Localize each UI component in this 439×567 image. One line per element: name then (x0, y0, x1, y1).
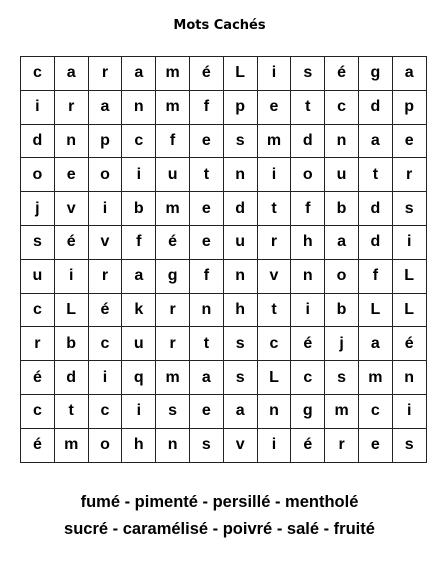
grid-cell: é (21, 361, 55, 395)
grid-cell: f (122, 225, 156, 259)
grid-cell: s (156, 394, 190, 428)
grid-row (21, 361, 427, 395)
grid-row (21, 428, 427, 462)
grid-cell: c (21, 57, 55, 91)
grid-cell: n (223, 158, 257, 192)
grid-cell: s (21, 225, 55, 259)
grid-cell: L (257, 361, 291, 395)
grid-cell: c (325, 90, 359, 124)
grid-cell: L (54, 293, 88, 327)
grid-cell: i (54, 259, 88, 293)
grid-cell: é (189, 57, 223, 91)
grid-cell: m (358, 361, 392, 395)
grid-cell: n (392, 361, 426, 395)
grid-cell: a (358, 124, 392, 158)
grid-cell: i (21, 90, 55, 124)
grid-cell: d (223, 192, 257, 226)
grid-cell: e (189, 192, 223, 226)
grid-cell: d (21, 124, 55, 158)
grid-row (21, 225, 427, 259)
grid-cell: a (189, 361, 223, 395)
grid-cell: r (88, 259, 122, 293)
grid-cell: f (156, 124, 190, 158)
grid-cell: m (257, 124, 291, 158)
grid-cell: u (156, 158, 190, 192)
grid-cell: u (325, 158, 359, 192)
grid-cell: s (189, 428, 223, 462)
grid-cell: f (189, 90, 223, 124)
grid-cell: j (325, 327, 359, 361)
grid-cell: b (122, 192, 156, 226)
grid-cell: t (358, 158, 392, 192)
grid-cell: m (156, 361, 190, 395)
grid-cell: e (189, 124, 223, 158)
grid-cell: m (156, 90, 190, 124)
grid-cell: f (291, 192, 325, 226)
grid-cell: i (291, 293, 325, 327)
grid-cell: c (88, 394, 122, 428)
grid-row (21, 259, 427, 293)
grid-cell: u (223, 225, 257, 259)
grid-cell: q (122, 361, 156, 395)
grid-cell: e (392, 124, 426, 158)
grid-cell: i (257, 57, 291, 91)
grid-cell: n (122, 90, 156, 124)
grid-cell: s (291, 57, 325, 91)
grid-cell: d (54, 361, 88, 395)
grid-cell: n (156, 428, 190, 462)
grid-cell: c (88, 327, 122, 361)
grid-cell: p (392, 90, 426, 124)
grid-cell: i (88, 361, 122, 395)
grid-cell: é (21, 428, 55, 462)
grid-row (21, 327, 427, 361)
grid-cell: o (291, 158, 325, 192)
grid-cell: a (88, 90, 122, 124)
grid-cell: n (189, 293, 223, 327)
grid-row (21, 192, 427, 226)
grid-cell: é (54, 225, 88, 259)
grid-row (21, 124, 427, 158)
grid-cell: i (257, 158, 291, 192)
grid-cell: i (122, 394, 156, 428)
grid-cell: o (325, 259, 359, 293)
grid-cell: i (392, 394, 426, 428)
grid-cell: e (257, 90, 291, 124)
grid-cell: c (358, 394, 392, 428)
grid-cell: c (291, 361, 325, 395)
grid-cell: g (358, 57, 392, 91)
grid-cell: i (257, 428, 291, 462)
grid-cell: L (358, 293, 392, 327)
grid-cell: d (291, 124, 325, 158)
grid-cell: a (223, 394, 257, 428)
grid-cell: n (54, 124, 88, 158)
grid-row (21, 90, 427, 124)
grid-cell: s (325, 361, 359, 395)
grid-cell: h (122, 428, 156, 462)
grid-cell: i (88, 192, 122, 226)
grid-cell: e (189, 225, 223, 259)
grid-cell: r (392, 158, 426, 192)
grid-cell: r (88, 57, 122, 91)
grid-cell: k (122, 293, 156, 327)
grid-cell: a (122, 259, 156, 293)
grid-cell: e (189, 394, 223, 428)
grid-cell: a (325, 225, 359, 259)
word-search-grid (20, 56, 427, 463)
grid-cell: é (88, 293, 122, 327)
grid-row (21, 394, 427, 428)
word-list-line-2: sucré - caramélisé - poivré - salé - fruité (64, 520, 375, 538)
grid-cell: c (21, 293, 55, 327)
grid-cell: v (54, 192, 88, 226)
grid-cell: v (257, 259, 291, 293)
grid-cell: b (325, 293, 359, 327)
grid-cell: t (257, 293, 291, 327)
grid-cell: m (54, 428, 88, 462)
grid-cell: a (54, 57, 88, 91)
grid-cell: n (257, 394, 291, 428)
grid-cell: f (189, 259, 223, 293)
grid-cell: s (223, 327, 257, 361)
grid-cell: r (325, 428, 359, 462)
grid-cell: b (54, 327, 88, 361)
grid-cell: a (358, 327, 392, 361)
grid-cell: r (156, 327, 190, 361)
grid-cell: g (291, 394, 325, 428)
grid-row (21, 57, 427, 91)
grid-cell: e (54, 158, 88, 192)
grid-cell: s (223, 124, 257, 158)
grid-cell: r (156, 293, 190, 327)
grid-cell: m (156, 192, 190, 226)
grid-cell: r (257, 225, 291, 259)
grid-cell: a (392, 57, 426, 91)
grid-cell: t (291, 90, 325, 124)
grid-cell: c (122, 124, 156, 158)
word-list-line-1: fumé - pimenté - persillé - mentholé (80, 493, 359, 511)
grid-cell: p (88, 124, 122, 158)
grid-cell: L (392, 259, 426, 293)
grid-cell: s (392, 192, 426, 226)
grid-cell: n (223, 259, 257, 293)
grid-cell: i (122, 158, 156, 192)
grid-cell: b (325, 192, 359, 226)
grid-cell: t (189, 158, 223, 192)
grid-cell: é (291, 327, 325, 361)
grid-cell: t (189, 327, 223, 361)
grid-cell: n (291, 259, 325, 293)
grid-cell: v (223, 428, 257, 462)
grid-cell: t (54, 394, 88, 428)
grid-cell: é (392, 327, 426, 361)
grid-cell: m (156, 57, 190, 91)
grid-cell: r (54, 90, 88, 124)
grid-row (21, 158, 427, 192)
grid-cell: L (223, 57, 257, 91)
grid-cell: f (358, 259, 392, 293)
grid-cell: é (325, 57, 359, 91)
grid-cell: L (392, 293, 426, 327)
grid-cell: d (358, 90, 392, 124)
page-title: Mots Cachés (173, 18, 266, 33)
grid-cell: g (156, 259, 190, 293)
grid-cell: e (358, 428, 392, 462)
grid-cell: s (392, 428, 426, 462)
grid-cell: o (88, 158, 122, 192)
grid-cell: é (156, 225, 190, 259)
grid-cell: c (21, 394, 55, 428)
grid-cell: h (291, 225, 325, 259)
grid-cell: j (21, 192, 55, 226)
grid-cell: a (122, 57, 156, 91)
grid-cell: é (291, 428, 325, 462)
grid-cell: p (223, 90, 257, 124)
grid-cell: c (257, 327, 291, 361)
grid-cell: u (122, 327, 156, 361)
grid-cell: o (21, 158, 55, 192)
grid-cell: t (257, 192, 291, 226)
grid-cell: v (88, 225, 122, 259)
grid-cell: m (325, 394, 359, 428)
grid-cell: d (358, 192, 392, 226)
grid-cell: i (392, 225, 426, 259)
grid-cell: r (21, 327, 55, 361)
grid-cell: o (88, 428, 122, 462)
grid-row (21, 293, 427, 327)
grid-cell: s (223, 361, 257, 395)
grid-cell: d (358, 225, 392, 259)
grid-cell: n (325, 124, 359, 158)
grid-cell: h (223, 293, 257, 327)
grid-cell: u (21, 259, 55, 293)
